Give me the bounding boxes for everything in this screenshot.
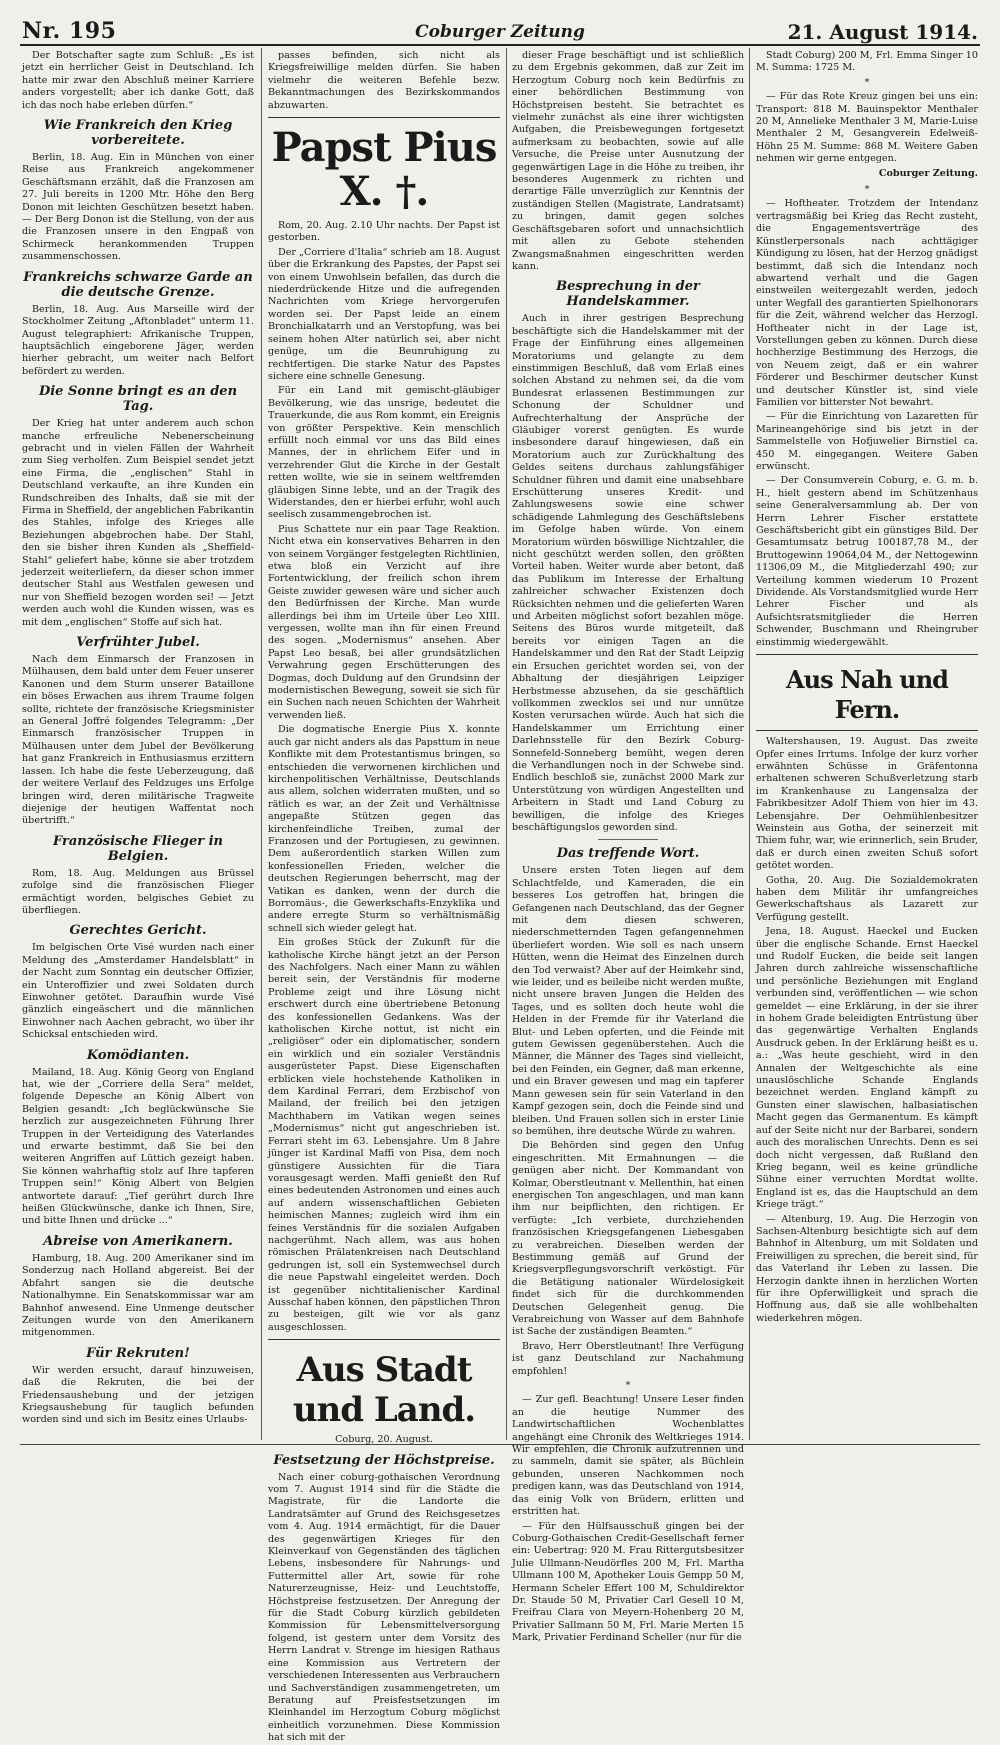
article-headline: Für Rekruten! [86,1345,190,1361]
article-text: Waltershausen, 19. August. Das zweite Opfer eines Irrtums. Infolge der kurz vorher erwähnten Schüsse in Gräfentonna erhaltenen schweren Schußverletzung starb im Krankenhause zu Langensalza der Fabrikbesitzer Adolf Thiem von hier im 43. Lebensjahre. Der Oehmühlenbesitzer Weinstein aus Gotha, der seinerzeit mit Thiem fuhr, war, wie erinnerlich, sein Bruder, daß er durch einen zweiten Schuß sofort getötet worden. [756,736,978,872]
star-divider: * [625,1380,631,1392]
signature: Coburger Zeitung. [878,167,978,179]
article-text: Der „Corriere d'Italia“ schrieb am 18. August über die Erkrankung des Papstes, der Papst sei von einem Unwohlsein befallen, das durch die niederdrückende Hitze und die aufregenden Nachrichten vom Kriege hervorgerufen worden sei. Der Papst leide an einem Bronchialkatarrh und an Verstopfung, was bei seinem hohen Alter natürlich sei, aber nicht genüge, um die Beunruhigung zu rechtfertigen. Die starke Natur des Papstes sichere eine schnelle Genesung. [268,246,500,382]
article-headline: Verfrühter Jubel. [76,635,200,651]
article-text: — Zur gefl. Beachtung! Unsere Leser finden an die heutige Nummer des Landwirtschaftlichen Wochenblattes angehängt eine Chronik des Weltkrieges 1914. Wir empfehlen, die Chronik aufzutrennen und zu sammeln, damit sie später, als Büchlein gebunden, unseren Nachkommen noch predigen kann, was das Deutschland von 1914, das einig Volk von Brüdern, erlitten und erstritten hat. [512,1394,744,1518]
lead-headline: Papst Pius X. †. [271,124,497,216]
article-text: Pius Schattete nur ein paar Tage Reaktion. Nicht etwa ein konservatives Beharren in den von seinem Vorgänger festgelegten Richtlinien, etwa bloß ein Verzicht auf ihre Fortentwicklung, der freilich schon ihrem Geiste zuwider gewesen wäre und sicher auch den Bedürfnissen der Kirche. Man wurde allerdings bei ihm im Urteile über Leo XIII. vergessen, wollte man ihn für einen Freund des sogen. „Modernismus“ ansehen. Aber Papst Leo besaß, bei aller grundsätzlichen Verwahrung gegen Erschütterungen des Dogmas, doch Duldung auf den Grundsinn der modernistischen Bewegung, soweit sie sich für ein Suchen nach neuen Schichten der Wahrheit verwenden ließ. [268,523,500,721]
section-rule [268,1339,500,1340]
article-text: — Der Consumverein Coburg, e. G. m. b. H., hielt gestern abend im Schützenhaus seine Generalversammlung ab. Der von Herrn Lehrer Fischer erstattete Geschäftsbericht gibt ein günstiges Bild. Der Gesamtumsatz betrug 100187,78 M., der Bruttogewinn 19064,04 M., der Nettogewinn 11306,09 M., die Mitgliederzahl 490; zur Verteilung kommen wiederum 10 Prozent Dividende. Als Vorstandsmitglied wurde Herr Lehrer Fischer und als Aufsichtsratsmitglieder die Herren Schwender, Buschmann und Rheingruber einstimmig wiedergewählt. [756,475,978,648]
article-text: Die Behörden sind gegen den Unfug eingeschritten. Mit Ermahnungen — die genügen aber nicht. Der Kommandant von Kolmar, Oberstleutnant v. Mellenthin, hat einen energischen Ton angeschlagen, und man kann ihm nur beipflichten, den richtigen. Er verfügte: „Ich verbiete, durchziehenden französischen Kriegsgefangenen Liebesgaben zu verabreichen. Dieselben werden der Bestimmung gemäß auf Grund der Kriegsverpflegungsvorschrift verköstigt. Für die Betätigung nationaler Würdelosigkeit findet sich für die durchkommenden Deutschen Gelegenheit genug. Die Verabreichung von Wasser auf dem Bahnhofe ist Sache der zuständigen Beamten.“ [512,1140,744,1338]
section-rule [268,117,500,118]
article-headline: Frankreichs schwarze Garde an die deutsche Grenze. [23,269,253,300]
column-1 [22,50,254,1435]
article-text: Stadt Coburg) 200 M, Frl. Emma Singer 10 M. Summa: 1725 M. [756,50,978,74]
section-rule [756,654,978,655]
article-text: — Für die Einrichtung von Lazaretten für Marineangehörige sind bis jetzt in der Sammelstelle von Hofjuwelier Birnstiel ca. 450 M. eingegangen. Weitere Gaben erwünscht. [756,411,978,472]
article-text: — Altenburg, 19. Aug. Die Herzogin von Sachsen-Altenburg besichtigte sich auf dem Bahnhof in Altenburg, um mit Soldaten und Freiwilligen zu sprechen, die bereit sind, für das Vaterland ihr Leben zu lassen. Die Herzogin dankte ihnen in herzlichen Worten für ihre Opferwilligkeit und sprach die Hoffnung aus, daß sie alle wohlbehalten wiederkehren mögen. [756,1213,978,1324]
star-divider: * [864,184,870,196]
header-rule [20,44,980,46]
newspaper-title: Coburger Zeitung [415,22,585,42]
article-text: Der Botschafter sagte zum Schluß: „Es ist jetzt ein herrlicher Geist in Deutschland. Ich hatte mir zwar den Abschluß meiner Karriere anders vorgestellt; aber ich danke Gott, daß ich das noch habe erleben dürfen.“ [22,50,254,111]
article-headline: Besprechung in der Handelskammer. [556,279,700,310]
column-divider [261,48,262,1440]
article-text: Nach einer coburg-gothaischen Verordnung vom 7. August 1914 sind für die Städte die Magistrate, für die Landorte die Landratsämter auf Grund des Reichsgesetzes vom 4. Aug. 1914 ermächtigt, für die Dauer des gegenwärtigen Krieges für den Kleinverkauf von Gegenständen des täglichen Lebens, insbesondere für Nahrungs- und Futtermittel aller Art, sowie für rohe Naturerzeugnisse, Heiz- und Leuchtstoffe, Höchstpreise festzusetzen. Der Anregung der für die Stadt Coburg kürzlich gebildeten Kommission für Lebensmittelversorgung folgend, ist gestern unter dem Vorsitz des Herrn Landrat v. Strenge im hiesigen Rathaus eine Kommission aus Vertretern der verschiedenen Interessenten aus Verbrauchern und Sachverständigen zusammengetreten, um Beratung auf Preisfestsetzungen im Kleinhandel im Herzogtum Coburg möglichst einheitlich vorzunehmen. Diese Kommission hat sich mit der [268,1471,500,1744]
article-headline: Komödianten. [86,1047,190,1063]
article-text: Im belgischen Orte Visé wurden nach einer Meldung des „Amsterdamer Handelsblatt“ in der Nacht zum Sonntag ein deutscher Offizier, ein Unteroffizier und zwei Soldaten durch Einwohner getötet. Daraufhin wurde Visé gänzlich eingeäschert und die männlichen Einwohner nach Aachen gebracht, wo über ihr Schicksal entschieden wird. [22,942,254,1041]
article-text: Rom, 20. Aug. 2.10 Uhr nachts. Der Papst ist gestorben. [268,220,500,244]
column-4 [756,50,978,1435]
article-text: — Für den Hülfsausschuß gingen bei der Coburg-Gothaischen Credit-Gesellschaft ferner ein: Uebertrag: 920 M. Frau Rittergutsbesitzer Julie Ullmann-Neudörfles 200 M, Frl. Martha Ullmann 100 M, Apotheker Louis Gempp 50 M, Hermann Scheler Effert 100 M, Schuldirektor Dr. Staude 50 M, Privatier Carl Gesell 10 M, Freifrau Clara von Meyern-Hohenberg 20 M, Privatier Sallmann 50 M, Frl. Marie Merten 15 Mark, Privatier Ferdinand Scheller (nur für die [512,1520,744,1644]
article-headline: Abreise von Amerikanern. [43,1233,233,1249]
article-text: — Hoftheater. Trotzdem der Intendanz vertragsmäßig bei Krieg das Recht zusteht, die Engagementsverträge des Künstlerpersonals nach achttägiger Kündigung zu lösen, hat der Herzog gnädigst bestimmt, daß sich die Intendanz noch abwartend verhalt und die Gagen einstweilen weitergezahlt werden, jedoch unter Wegfall des garantierten Spielhonorars für die Zeit, während welcher das Herzogl. Hoftheater nicht in der Lage ist, Vorstellungen geben zu können. Durch diese hochherzige Bestimmung des Herzogs, die von Neuem zeigt, daß er ein wahrer Förderer und Beschirmer deutscher Kunst und deutscher Künstler ist, sind viele Familien vor bitterster Not bewahrt. [756,198,978,408]
divider [598,839,658,840]
article-text: Der Krieg hat unter anderem auch schon manche erfreuliche Nebenerscheinung gebracht und in vielen Fällen der Wahrheit zum Sieg verholfen. Zum Beispiel sendet jetzt eine Firma, die „englischen“ Stahl in Deutschland verkaufte, an ihre Kunden ein Rundschreiben des Inhalts, daß sie mit der Firma in Sheffield, der angeblichen Fabrikantin des Stahles, infolge des Krieges alle Beziehungen abgebrochen habe. Der Stahl, den sie bisher ihren Kunden als „Sheffield-Stahl“ geliefert habe, könne sie aber trotzdem jederzeit weiterliefern, da dieser schon immer deutscher Stahl aus Westfalen gewesen und nur von Sheffield bezogen worden sei! — Jetzt werden auch wohl die Kunden wissen, was es mit dem „englischen“ Stoffe auf sich hat. [22,418,255,628]
article-text: Jena, 18. August. Haeckel und Eucken über die englische Schande. Ernst Haeckel und Rudolf Eucken, die beide seit langen Jahren durch zahlreiche wissenschaftliche und persönliche Beziehungen mit England verbunden sind, veröffentlichen — wie schon gemeldet — eine Erklärung, in der sie ihrer in hohem Grade beleidigten Entrüstung über das gegenwärtige Verhalten Englands Ausdruck geben. In der Erklärung heißt es u. a.: „Was heute geschieht, wird in den Annalen der Weltgeschichte als eine unauslöschliche Schande Englands bezeichnet werden. England kämpft zu Gunsten einer slawischen, halbasiatischen Macht gegen das Germanentum. Es kämpft auf der Seite nicht nur der Barbarei, sondern auch des moralischen Unrechts. Denn es sei doch nicht vergessen, daß Rußland den Krieg begann, weil es keine gründliche Sühne einer verruchten Mordtat wollte. England ist es, das die Hauptschuld an dem Kriege trägt.“ [756,926,978,1211]
dateline: Coburg, 20. August. [335,1434,433,1446]
section-rule [756,730,978,731]
column-divider [749,48,750,1440]
article-text: dieser Frage beschäftigt und ist schließlich zu dem Ergebnis gekommen, daß zur Zeit im Herzogtum Coburg noch kein Bedürfnis zu einer behördlichen Bestimmung von Höchstpreisen besteht. Sie betrachtet es vielmehr zunächst als eine ihrer wichtigsten Aufgaben, die Preisbewegungen fortgesetzt aufmerksam zu beobachten, sowie auf alle Versuche, die Preise unter Ausnutzung der gegenwärtigen Lage in die Höhe zu treiben, ihr besonderes Augenmerk zu richten und derartige Fälle unverzüglich zur Kenntnis der zuständigen Stellen (Magistrate, Landratsamt) zu bringen, damit gegen solches Geschäftsgebaren sofort und unnachsichtlich mit allen zu Gebote stehenden Zwangsmaßnahmen eingeschritten werden kann. [512,50,744,272]
article-text: passes befinden, sich nicht als Kriegsfreiwillige melden dürfen. Sie haben vielmehr die weiteren Befehle bezw. Bekanntmachungen des Bezirkskommandos abzuwarten. [268,50,500,111]
footer-rule [20,1444,980,1445]
article-text: Mailand, 18. Aug. König Georg von England hat, wie der „Corriere della Sera“ meldet, folgende Depesche an König Albert von Belgien gesandt: „Ich beglückwünsche Sie herzlich zur ausgezeichneten Führung Ihrer Truppen in der Verteidigung des Vaterlandes und erwarte bestimmt, daß Sie bei den weiteren Angriffen auf Lüttich gezeigt haben. Sie können wahrhaftig stolz auf Ihre tapferen Truppen sein!“ König Albert von Belgien antwortete darauf: „Tief gerührt durch Ihre heißen Glückwünsche, danke ich Ihnen, Sire, und bitte Ihnen und drücke ...“ [22,1066,254,1227]
column-2 [268,50,500,1744]
article-text: Wir werden ersucht, darauf hinzuweisen, daß die Rekruten, die bei der Friedensaushebung und der jetzigen Kriegsaushebung für tauglich befunden worden sind und sich im Besitz eines Urlaubs- [22,1364,254,1426]
masthead [22,14,978,44]
section-headline: Aus Stadt und Land. [292,1350,476,1431]
article-text: Bravo, Herr Oberstleutnant! Ihre Verfügung ist ganz Deutschland zur Nachahmung empfohlen! [512,1340,744,1377]
article-text: Auch in ihrer gestrigen Besprechung beschäftigte sich die Handelskammer mit der Frage der Einführung eines allgemeinen Moratoriums und gelangte zu dem einstimmigen Beschluß, daß vom Erlaß eines solchen Abstand zu nehmen sei, da die vom Bundesrat erlassenen Bestimmungen zur Schonung der Schuldner und Aufrechterhaltung der Ansprüche der Gläubiger vorerst genügten. Es wurde insbesondere darauf hingewiesen, daß ein Moratorium auch zur Zurückhaltung des Geldes seitens durchaus zahlungsfähiger Schuldner führen und damit eine unabsehbare Erschütterung unseres Kredit- und Zahlungswesens sowie eine schwer schädigende Lahmlegung des Geschäftslebens im Gefolge haben würde. Von einem Moratorium würden böswillige Nichtzahler, die nicht geschützt werden sollen, den größten Vorteil haben. Weiter wurde aber betont, daß das Publikum im Interesse der Erhaltung zahlreicher schwacher Existenzen doch Rücksichten nehmen und die gelieferten Waren und Arbeiten möglichst sofort bezahlen möge. Seitens des Büros wurde mitgeteilt, daß bereits vor einigen Tagen an die Handelskammer und den Rat der Stadt Leipzig ein Ersuchen gerichtet worden sei, von der Abhaltung der diesjährigen Leipziger Herbstmesse abzusehen, da sie geschäftlich vollkommen zwecklos sei und nur unnütze Kosten verursachen würde. Auch hat sich die Handelskammer um Errichtung einer Darlehnsstelle für den Bezirk Coburg-Sonnefeld-Sonneberg bemüht, wegen deren die Verhandlungen noch in der Schwebe sind. Endlich beschloß sie, zunächst 2000 Mark zur Unterstützung von würdigen Angestellten und Arbeitern in Stadt und Land Coburg zu bewilligen, die infolge des Krieges beschäftigungslos geworden sind. [512,313,744,833]
article-headline: Wie Frankreich den Krieg vorbereitete. [43,118,233,149]
column-divider [506,48,507,1440]
article-text: Hamburg, 18. Aug. 200 Amerikaner sind im Sonderzug nach Holland abgereist. Bei der Abfahrt sangen sie die deutsche Nationalhymne. Ein Senatskommissar war am Bahnhof anwesend. Eine Unmenge deutscher Zeitungen wurde von den Amerikanern mitgenommen. [22,1252,254,1339]
star-divider: * [864,76,870,88]
article-text: Nach dem Einmarsch der Franzosen in Mülhausen, dem bald unter dem Feuer unserer Kanonen und dem Sturm unserer Bataillone ein böses Erwachen aus ihrem Traume folgen sollte, richtete der französische Kriegsminister an General Joffré folgendes Telegramm: „Der Einmarsch französischer Truppen in Mülhausen unter dem Jubel der Bevölkerung hat ganz Frankreich in Enthusiasmus erzittern lassen. Ich habe die feste Ueberzeugung, daß der weitere Verlauf des Feldzuges uns Erfolge bringen wird, deren militärische Tragweite diejenige der heutigen Waffentat noch übertrifft.“ [22,654,254,827]
issue-number: Nr. 195 [22,18,117,44]
article-text: Die dogmatische Energie Pius X. konnte auch gar nicht anders als das Papsttum in neue Konflikte mit dem Protestantismus bringen, so entschieden die verwornenen kirchlichen und kirchenpolitischen Verhältnisse, Deutschlands aus allem, solchen widerraten mußten, und so rätlich es war, an der Zeit und Verhältnisse angepaßte Stützen gegen das kirchenfeindliche Treiben, zumal der Franzosen und der Portugiesen, zu gewinnen. Dem außerordentlich starken Willen zum konfessionellen Frieden, welcher die deutschen Regierungen beherrscht, mag der Vatikan es danken, wenn der durch die Borromäus-, die Gewerkschafts-Enzyklika und andere erregte Sturm so verhältnismäßig schnell sich wieder gelegt hat. [268,724,500,934]
section-headline: Aus Nah und Fern. [786,665,948,725]
column-3 [512,50,744,1644]
article-text: Ein großes Stück der Zukunft für die katholische Kirche hängt jetzt an der Person des Nachfolgers. Nach einer Mann zu wählen bereit sein, der Verständnis für moderne Probleme zeigt und ihre Lösung nicht erschwert durch eine übertriebene Betonung des konfessionellen Gedankens. Was der katholischen Kirche nottut, ist nicht ein „religiöser“ oder ein diplomatischer, sondern ein wirklich und ein sozialer Verständnis ausgerüsteter Papst. Diese Eigenschaften erblicken viele hochstehende Katholiken in dem Kardinal Ferrari, dem Erzbischof von Mailand, der freilich bei den jetzigen Machthabern im Vatikan wegen seines „Modernismus“ nicht gut angeschrieben ist. Ferrari steht im 63. Lebensjahre. Um 8 Jahre jünger ist Kardinal Maffi von Pisa, dem noch günstigere Aussichten für die Tiara vorausgesagt werden. Maffi genießt den Ruf eines bedeutenden Astronomen und eines auch auf andern wissenschaftlichen Gebieten heimischen Mannes; zugleich wird ihm ein feines Verständnis für die sozialen Aufgaben nachgerühmt. Nach allem, was aus hohen römischen Prälatenkreisen nach Deutschland gedrungen ist, soll ein Systemwechsel durch die neue Papstwahl eingeleitet werden. Doch ist gegenüber nichtitalienischer Kardinal Ausschaf haben können, den päpstlichen Thron zu besteigen, gilt wie vor als ganz ausgeschlossen. [268,937,500,1333]
article-headline: Das treffende Wort. [556,846,700,862]
article-headline: Festsetzung der Höchstpreise. [273,1452,495,1468]
article-text: Berlin, 18. Aug. Aus Marseille wird der Stockholmer Zeitung „Aftonbladet“ unterm 11. August telegraphiert: Afrikanische Truppen, hauptsächlich eingeborene Jäger, werden hierher gebracht, um weiter nach Belfort befördert zu werden. [22,303,254,377]
article-text: — Für das Rote Kreuz gingen bei uns ein: Transport: 818 M. Bauinspektor Menthaler 20 M, Annelieke Menthaler 3 M, Marie-Luise Menthaler 2 M, Gesangverein Edelweiß-Höhn 25 M. Summe: 868 M. Weitere Gaben nehmen wir gerne entgegen. [756,91,978,165]
article-text: Für ein Land mit gemischt-gläubiger Bevölkerung, wie das unsrige, bedeutet die Trauerkunde, die aus Rom kommt, ein Ereignis von größter Perspektive. Kein menschlich erfüllt noch einmal vor uns das Bild eines Mannes, der in ehrlichem Eifer und in verzehrender Glut die Kirche in der Gestalt retten wollte, wie sie in seinem weltfremden gläubigen Sinne lebte, und an der Tragik des Widerstandes, den er hierbei erfuhr, wohl auch seelisch zusammengebrochen ist. [268,385,500,521]
article-text: Berlin, 18. Aug. Ein in München von einer Reise aus Frankreich angekommener Geschäftsmann erzählt, daß die Franzosen am 27. Juli bereits in 1200 Mtr. Höhe den Berg Donon mit leichten Geschützen besetzt haben. — Der Berg Donon ist die Stellung, von der aus die Franzosen unsere in den Engpaß von Schirmeck herankommenden Truppen zusammenschossen. [22,152,254,263]
article-headline: Gerechtes Gericht. [69,923,207,939]
article-text: Gotha, 20. Aug. Die Sozialdemokraten haben dem Militär ihr umfangreiches Gewerkschaftshaus als Lazarett zur Verfügung gestellt. [756,874,978,923]
article-text: Unsere ersten Toten liegen auf dem Schlachtfelde, und Kameraden, die ein besseres Los getroffen hat, bringen die Gefangenen nach Deutschland, das der Gegner mit dem diesen schweren, niederschmetternden Tagen gefangennehmen überliefert worden. Wie soll es nach unsern Hütten, wenn die Heimat des Einzelnen durch den Tod verwaist? Aber auf der Heimkehr sind, wie leider, und es beileibe nicht werden mußte, nicht unsere braven Jungen die Helden des Tages, und es sollten doch heute wohl die Helden in der Fremde für ihr Vaterland die Blut- und Leben opferten, und die Feinde mit gutem Gewissen gegenüberstehen. Auch die Männer, die Männer des Tages sind vielleicht, bei den Feinden, ein Gegner, daß man erkenne, und ein Braver gewesen und mag ein tapferer Mann gewesen sein für sein Vaterland in den Kampf gezogen sein, doch die Feinde sind und bleiben. Und Frauen sollen sich in erster Linie so bemühen, ihre deutsche Würde zu wahren. [512,865,744,1137]
article-headline: Französische Flieger in Belgien. [52,833,224,864]
article-headline: Die Sonne bringt es an den Tag. [38,384,238,415]
article-text: Rom, 18. Aug. Meldungen aus Brüssel zufolge sind die französischen Flieger ermächtigt worden, belgisches Gebiet zu überfliegen. [22,867,254,916]
issue-date: 21. August 1914. [787,20,978,44]
